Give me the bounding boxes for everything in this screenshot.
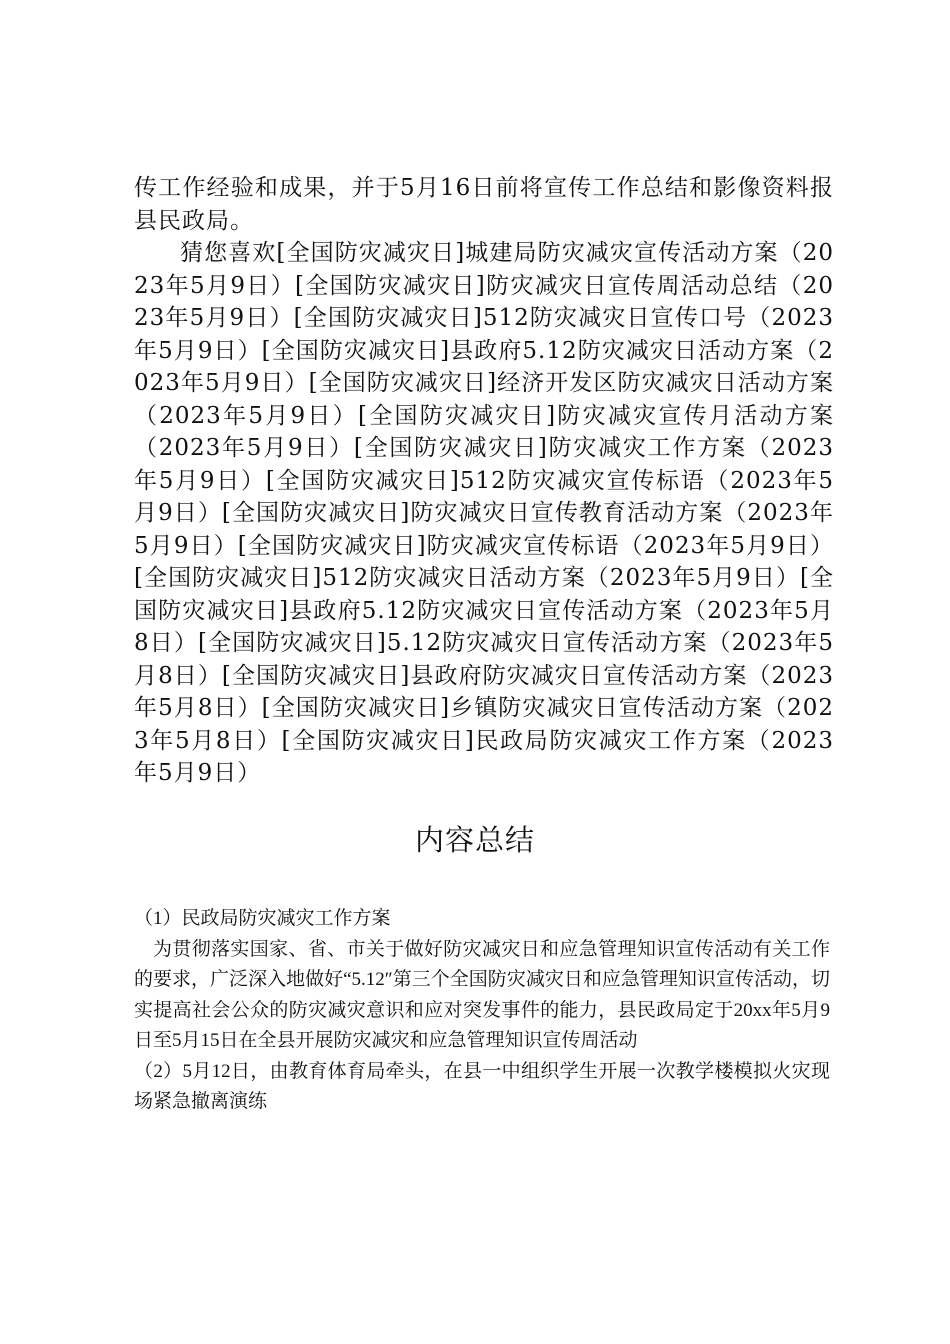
summary-item-2: （2）5月12日，由教育体育局牵头，在县一中组织学生开展一次教学楼模拟火灾现场紧急撤离演练 [134, 1060, 830, 1112]
summary-item-1-heading: （1）民政局防灾减灾工作方案 [134, 908, 391, 929]
summary-section [134, 904, 830, 1118]
related-links-paragraph: 猜您喜欢[全国防灾减灾日]城建局防灾减灾宣传活动方案（2023年5月9日）[全国防灾减灾日]防灾减灾日宣传周活动总结（2023年5月9日）[全国防灾减灾日]512防灾减灾日宣传口号（2023年5月9日）[全国防灾减灾日]县政府5.12防灾减灾日活动方案（2023年5月9日）[全国防灾减灾日]经济开发区防灾减灾日活动方案（2023年5月9日）[全国防灾减灾日]防灾减灾宣传月活动方案（2023年5月9日）[全国防灾减灾日]防灾减灾工作方案（2023年5月9日）[全国防灾减灾日]512防灾减灾宣传标语（2023年5月9日）[全国防灾减灾日]防灾减灾日宣传教育活动方案（2023年5月9日）[全国防灾减灾日]防灾减灾宣传标语（2023年5月9日）[全国防灾减灾日]512防灾减灾日活动方案（2023年5月9日）[全国防灾减灾日]县政府5.12防灾减灾日宣传活动方案（2023年5月8日）[全国防灾减灾日]5.12防灾减灾日宣传活动方案（2023年5月8日）[全国防灾减灾日]县政府防灾减灾日宣传活动方案（2023年5月8日）[全国防灾减灾日]乡镇防灾减灾日宣传活动方案（2023年5月8日）[全国防灾减灾日]民政局防灾减灾工作方案（2023年5月9日） [134, 240, 834, 786]
summary-title: 内容总结 [414, 823, 535, 857]
continuation-paragraph: 传工作经验和成果，并于5月16日前将宣传工作总结和影像资料报县民政局。 [134, 175, 834, 234]
summary-item-1-body: 为贯彻落实国家、省、市关于做好防灾减灾日和应急管理知识宣传活动有关工作的要求，广泛深入地做好“5.12″第三个全国防灾减灾日和应急管理知识宣传活动，切实提高社会公众的防灾减灾意识和应对突发事件的能力，县民政局定于20xx年5月9日至5月15日在全县开展防灾减灾和应急管理知识宣传周活动 [134, 938, 830, 1051]
document-body [134, 172, 834, 790]
